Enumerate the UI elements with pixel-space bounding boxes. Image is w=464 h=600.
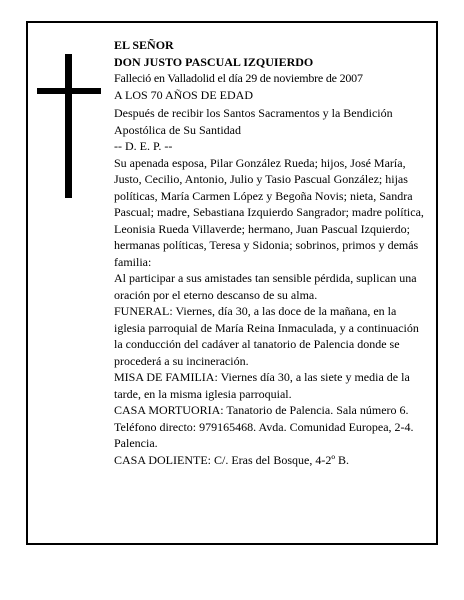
latin-cross-icon (37, 54, 101, 198)
sacraments-statement: Después de recibir los Santos Sacramentos y la Bendición Apostólica de Su Santidad (114, 106, 393, 137)
mortuary-details: CASA MORTUORIA: Tanatorio de Palencia. Sala número 6. Teléfono directo: 979165468. Avda. Comunidad Europea, 2-4. Palencia. (114, 403, 414, 450)
death-statement: Falleció en Valladolid el día 29 de noviembre de 2007 (114, 71, 363, 85)
funeral-details: FUNERAL: Viernes, día 30, a las doce de la mañana, en la iglesia parroquial de María Reina Inmaculada, y a continuación la conducción del cadáver al tanatorio de Palencia donde se procederá a su incineración. (114, 304, 419, 368)
obituary-text (114, 37, 424, 468)
honorific-title: EL SEÑOR (114, 38, 174, 52)
cross-vertical-bar (65, 54, 72, 198)
rip-line: -- D. E. P. -- (114, 139, 173, 153)
family-mass-details: MISA DE FAMILIA: Viernes día 30, a las siete y media de la tarde, en la misma iglesia parroquial. (114, 370, 410, 401)
age-statement: A LOS 70 AÑOS DE EDAD (114, 87, 254, 102)
cross-horizontal-bar (37, 88, 101, 94)
family-list: Su apenada esposa, Pilar González Rueda; hijos, José María, Justo, Cecilio, Antonio, Julio y Tasio Pascual González; hijas políticas, María Carmen López y Begoña Novis; nieta, Sandra Pascual; madre, Sebastiana Izquierdo Sangrador; madre política, Leonisia Rueda Villaverde; hermano, Juan Pascual Izquierdo; hermanas políticas, Teresa y Sidonia; sobrinos, primos y demás familia: (114, 155, 424, 269)
mourning-house-details: CASA DOLIENTE: C/. Eras del Bosque, 4-2º B. (114, 452, 350, 467)
deceased-name: DON JUSTO PASCUAL IZQUIERDO (114, 54, 314, 69)
prayer-request: Al participar a sus amistades tan sensible pérdida, suplican una oración por el eterno descanso de su alma. (114, 271, 417, 302)
